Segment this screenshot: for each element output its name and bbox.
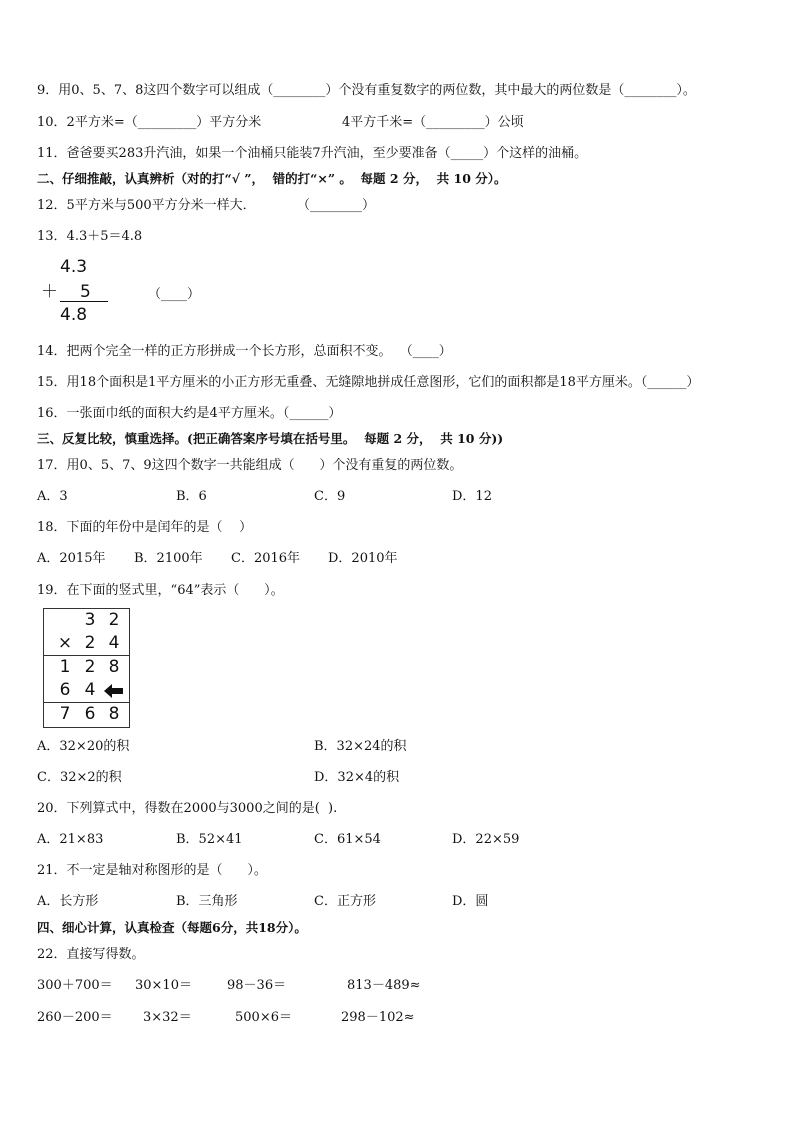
q17-option-b: B．6 <box>176 489 207 504</box>
q17-option-d: D．12 <box>452 489 492 504</box>
section-3-heading: 三、反复比较，慎重选择。(把正确答案序号填在括号里。 每题 2 分， 共 10 分)) <box>37 431 504 446</box>
grid-cell: 2 <box>108 610 120 630</box>
q21-option-c: C．正方形 <box>314 894 376 909</box>
section-4-heading: 四、细心计算，认真检查（每题6分，共18分）。 <box>37 920 307 935</box>
q21-option-d: D．圆 <box>452 894 489 909</box>
q18-option-b: B．2100年 <box>134 551 203 566</box>
q13-vertical-rule <box>60 301 108 302</box>
grid-cell: 8 <box>108 657 120 677</box>
q19-option-a: A．32×20的积 <box>37 739 130 754</box>
q18-option-c: C．2016年 <box>231 551 301 566</box>
arrow-left-icon <box>104 684 124 698</box>
q13-vertical-plus: ＋ <box>41 282 58 302</box>
question-9: 9．用0、5、7、8这四个数字可以组成（________）个没有重复数字的两位数，其中最大的两位数是（________）。 <box>37 83 696 98</box>
grid-cell: 1 <box>59 657 71 677</box>
calc-item: 500×6＝ <box>235 1010 292 1025</box>
q21-option-b: B．三角形 <box>176 894 238 909</box>
q20-option-b: B．52×41 <box>176 832 243 847</box>
q17-option-c: C．9 <box>314 489 346 504</box>
calc-item: 298－102≈ <box>341 1010 415 1025</box>
calc-item: 30×10＝ <box>135 978 192 993</box>
q21-option-a: A．长方形 <box>37 894 99 909</box>
calc-item: 98－36＝ <box>227 978 287 993</box>
grid-cell: 4 <box>84 680 96 700</box>
q19-option-c: C．32×2的积 <box>37 770 122 785</box>
q18-option-d: D．2010年 <box>328 551 398 566</box>
grid-cell: 6 <box>84 704 96 724</box>
question-22: 22．直接写得数。 <box>37 947 145 962</box>
question-13: 13．4.3＋5＝4.8 <box>37 229 143 244</box>
question-21: 21．不一定是轴对称图形的是（ ）。 <box>37 863 267 878</box>
q13-vertical-top: 4.3 <box>60 257 88 277</box>
q18-option-a: A．2015年 <box>37 551 106 566</box>
calc-item: 3×32＝ <box>143 1010 192 1025</box>
q20-option-c: C．61×54 <box>314 832 381 847</box>
multiplication-grid <box>43 608 130 728</box>
question-15: 15．用18个面积是1平方厘米的小正方形无重叠、无缝隙地拼成任意图形，它们的面积都是18平方厘米。（______） <box>37 375 700 390</box>
q13-answer-paren: （____） <box>148 287 201 302</box>
grid-cell: 3 <box>84 610 96 630</box>
question-12: 12．5平方米与500平方分米一样大． （________） <box>37 198 375 213</box>
grid-row <box>44 703 129 726</box>
question-10-part-b: 4平方千米=（_________）公顷 <box>342 115 524 130</box>
q19-option-b: B．32×24的积 <box>314 739 407 754</box>
q13-vertical-bottom: 4.8 <box>60 305 88 325</box>
question-14: 14．把两个完全一样的正方形拼成一个长方形，总面积不变。 （____） <box>37 344 452 359</box>
q20-option-a: A．21×83 <box>37 832 104 847</box>
grid-cell: 2 <box>84 633 96 653</box>
question-17: 17．用0、5、7、9这四个数字一共能组成（ ）个没有重复的两位数。 <box>37 458 463 473</box>
calc-item: 300＋700＝ <box>37 978 113 993</box>
q17-option-a: A．3 <box>37 489 68 504</box>
grid-cell: 4 <box>108 633 120 653</box>
q20-option-d: D．22×59 <box>452 832 520 847</box>
q13-vertical-middle: 5 <box>80 282 91 302</box>
question-11: 11．爸爸要买283升汽油，如果一个油桶只能装7升汽油，至少要准备（_____）个这样的油桶。 <box>37 146 588 161</box>
calc-item: 260－200＝ <box>37 1010 113 1025</box>
q19-option-d: D．32×4的积 <box>314 770 400 785</box>
question-10-part-a: 10．2平方米=（_________）平方分米 <box>37 115 262 130</box>
grid-cell: 7 <box>59 704 71 724</box>
grid-cell: 2 <box>84 657 96 677</box>
question-16: 16．一张面巾纸的面积大约是4平方厘米。（______） <box>37 406 342 421</box>
question-20: 20．下列算式中，得数在2000与3000之间的是( ). <box>37 801 338 816</box>
grid-row <box>44 656 129 679</box>
question-18: 18．下面的年份中是闰年的是（ ） <box>37 520 253 535</box>
grid-row <box>44 632 129 655</box>
grid-row <box>44 609 129 632</box>
grid-cell: 6 <box>59 680 71 700</box>
calc-item: 813－489≈ <box>347 978 421 993</box>
grid-cell: × <box>57 633 73 653</box>
question-19: 19．在下面的竖式里，“64”表示（ ）。 <box>37 583 284 598</box>
grid-cell: 8 <box>108 704 120 724</box>
section-2-heading: 二、仔细推敲，认真辨析（对的打“√ ”， 错的打“×” 。 每题 2 分， 共 10 分）。 <box>37 171 507 186</box>
